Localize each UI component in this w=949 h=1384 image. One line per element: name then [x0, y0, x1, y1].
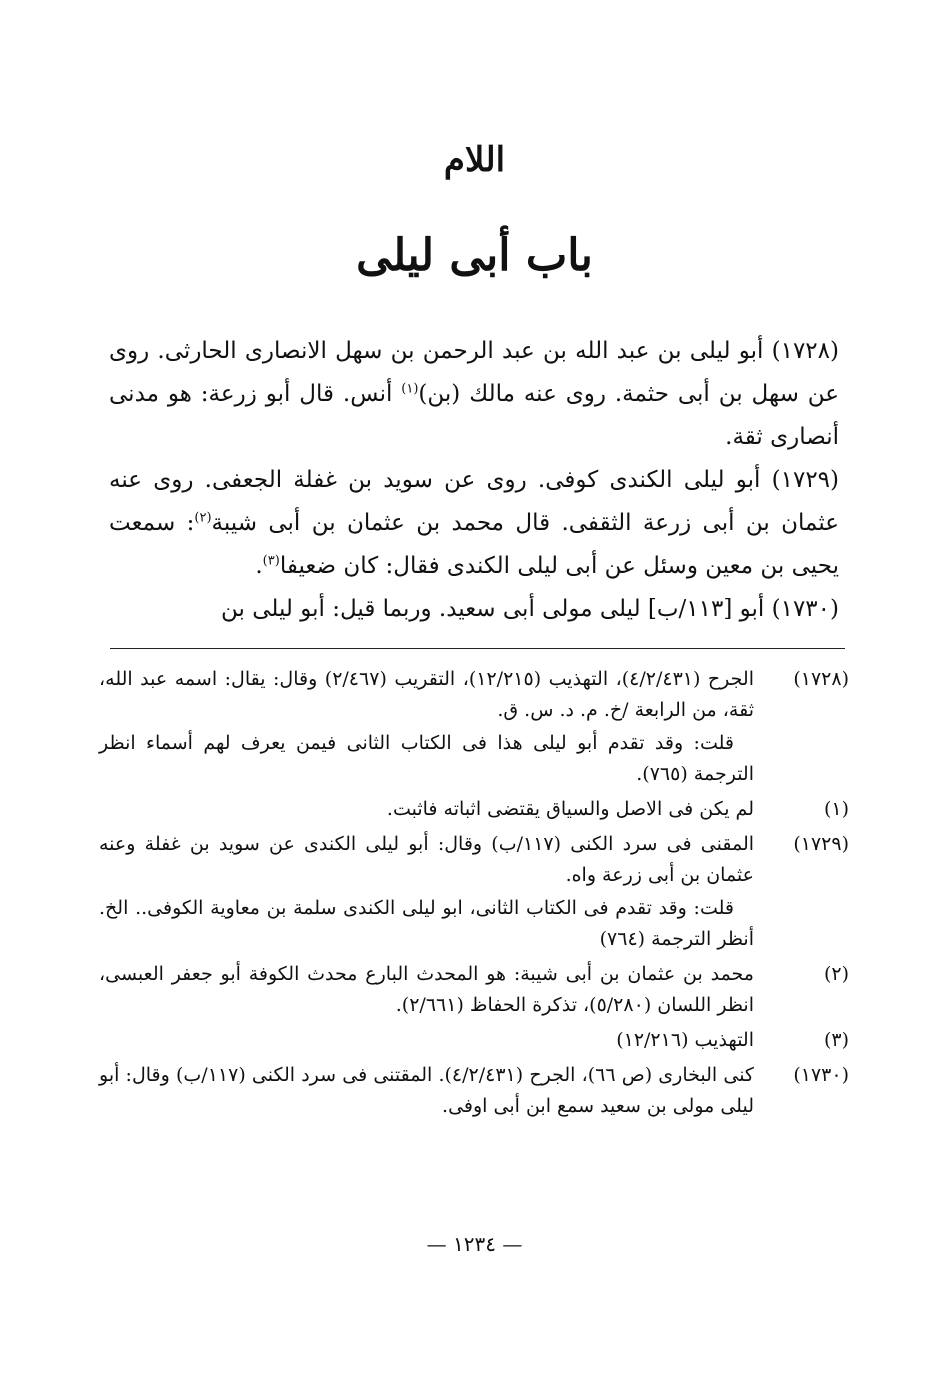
entry-number: (١٧٢٩) [771, 467, 840, 493]
footnote-marker: (١) [823, 798, 849, 820]
footnote-body [99, 829, 754, 955]
main-text [109, 330, 839, 631]
footnote-marker: (٢) [823, 963, 849, 985]
entry-1728 [109, 330, 839, 459]
footnote-ref: (٣) [262, 553, 280, 569]
footnote-1730 [99, 1060, 849, 1122]
letter-title: اللام [443, 140, 506, 180]
entry-number: (١٧٣٠) [771, 596, 839, 622]
entry-text: أنس. قال أبو زرعة: هو مدنى أنصارى ثقة. [109, 381, 839, 450]
footnote-text: محمد بن عثمان بن أبى شيبة: هو المحدث البارع محدث الكوفة أبو جعفر العبسى، انظر اللسان (٥/٢٨٠)، تذكرة الحفاظ (٢/٦٦١). [99, 963, 754, 1016]
entry-number: (١٧٢٨) [771, 338, 839, 364]
footnote-text: كنى البخارى (ص ٦٦)، الجرح (٤/٢/٤٣١). المقتنى فى سرد الكنى (١١٧/ب) وقال: أبو ليلى مولى بن سعيد سمع ابن أبى اوفى. [99, 1064, 754, 1117]
footnote-body [99, 664, 754, 790]
entry-text: أبو [١١٣/ب] ليلى مولى أبى سعيد. وربما قيل: أبو ليلى بن [220, 596, 765, 622]
footnotes [99, 664, 849, 1126]
footnote-body [99, 1025, 754, 1056]
footnote-1 [99, 794, 849, 825]
footnote-divider [110, 648, 845, 649]
entry-text: أبو ليلى بن عبد الله بن عبد الرحمن بن سهل الانصارى الحارثى. روى عن سهل بن أبى حثمة. روى عنه مالك (بن) [109, 338, 839, 407]
footnote-ref: (٢) [194, 510, 212, 526]
footnote-1728 [99, 664, 849, 790]
footnote-text: الجرح (٤/٢/٤٣١)، التهذيب (١٢/٢١٥)، التقريب (٢/٤٦٧) وقال: يقال: اسمه عبد الله، ثقة، من الرابعة /خ. م. د. س. ق. [99, 668, 754, 721]
footnote-marker: (١٧٢٩) [793, 833, 849, 855]
footnote-2 [99, 959, 849, 1021]
entry-text: : سمعت يحيى بن معين وسئل عن أبى ليلى الكندى فقال: كان ضعيفا [109, 510, 839, 579]
entry-1729 [109, 459, 839, 588]
footnote-marker: (١٧٣٠) [793, 1064, 849, 1086]
entry-text: أبو ليلى الكندى كوفى. روى عن سويد بن غفلة الجعفى. روى عنه عثمان بن أبى زرعة الثقفى. قال محمد بن عثمان بن أبى شيبة [109, 467, 840, 536]
footnote-text: التهذيب (١٢/٢١٦) [616, 1029, 754, 1051]
footnote-marker: (٣) [823, 1029, 849, 1051]
footnote-extra: قلت: وقد تقدم أبو ليلى هذا فى الكتاب الثانى فيمن يعرف لهم أسماء انظر الترجمة (٧٦٥). [99, 732, 754, 785]
entry-text: . [255, 553, 263, 579]
footnote-marker: (١٧٢٨) [793, 668, 849, 690]
chapter-title: باب أبى ليلى [356, 230, 593, 281]
footnote-body [99, 959, 754, 1021]
entry-1730 [109, 588, 839, 631]
footnote-extra: قلت: وقد تقدم فى الكتاب الثانى، ابو ليلى الكندى سلمة بن معاوية الكوفى.. الخ. أنظر الترجمة (٧٦٤) [99, 897, 754, 950]
footnote-text: المقنى فى سرد الكنى (١١٧/ب) وقال: أبو ليلى الكندى عن سويد بن غفلة وعنه عثمان بن أبى زرعة واه. [99, 833, 755, 886]
page-number: — ١٢٣٤ — [426, 1232, 523, 1256]
footnote-text: لم يكن فى الاصل والسياق يقتضى اثباته فاثبت. [386, 798, 754, 820]
footnote-body [99, 1060, 754, 1122]
footnote-body [99, 794, 754, 825]
footnote-ref: (١) [401, 381, 419, 397]
footnote-1729 [99, 829, 849, 955]
footnote-3 [99, 1025, 849, 1056]
